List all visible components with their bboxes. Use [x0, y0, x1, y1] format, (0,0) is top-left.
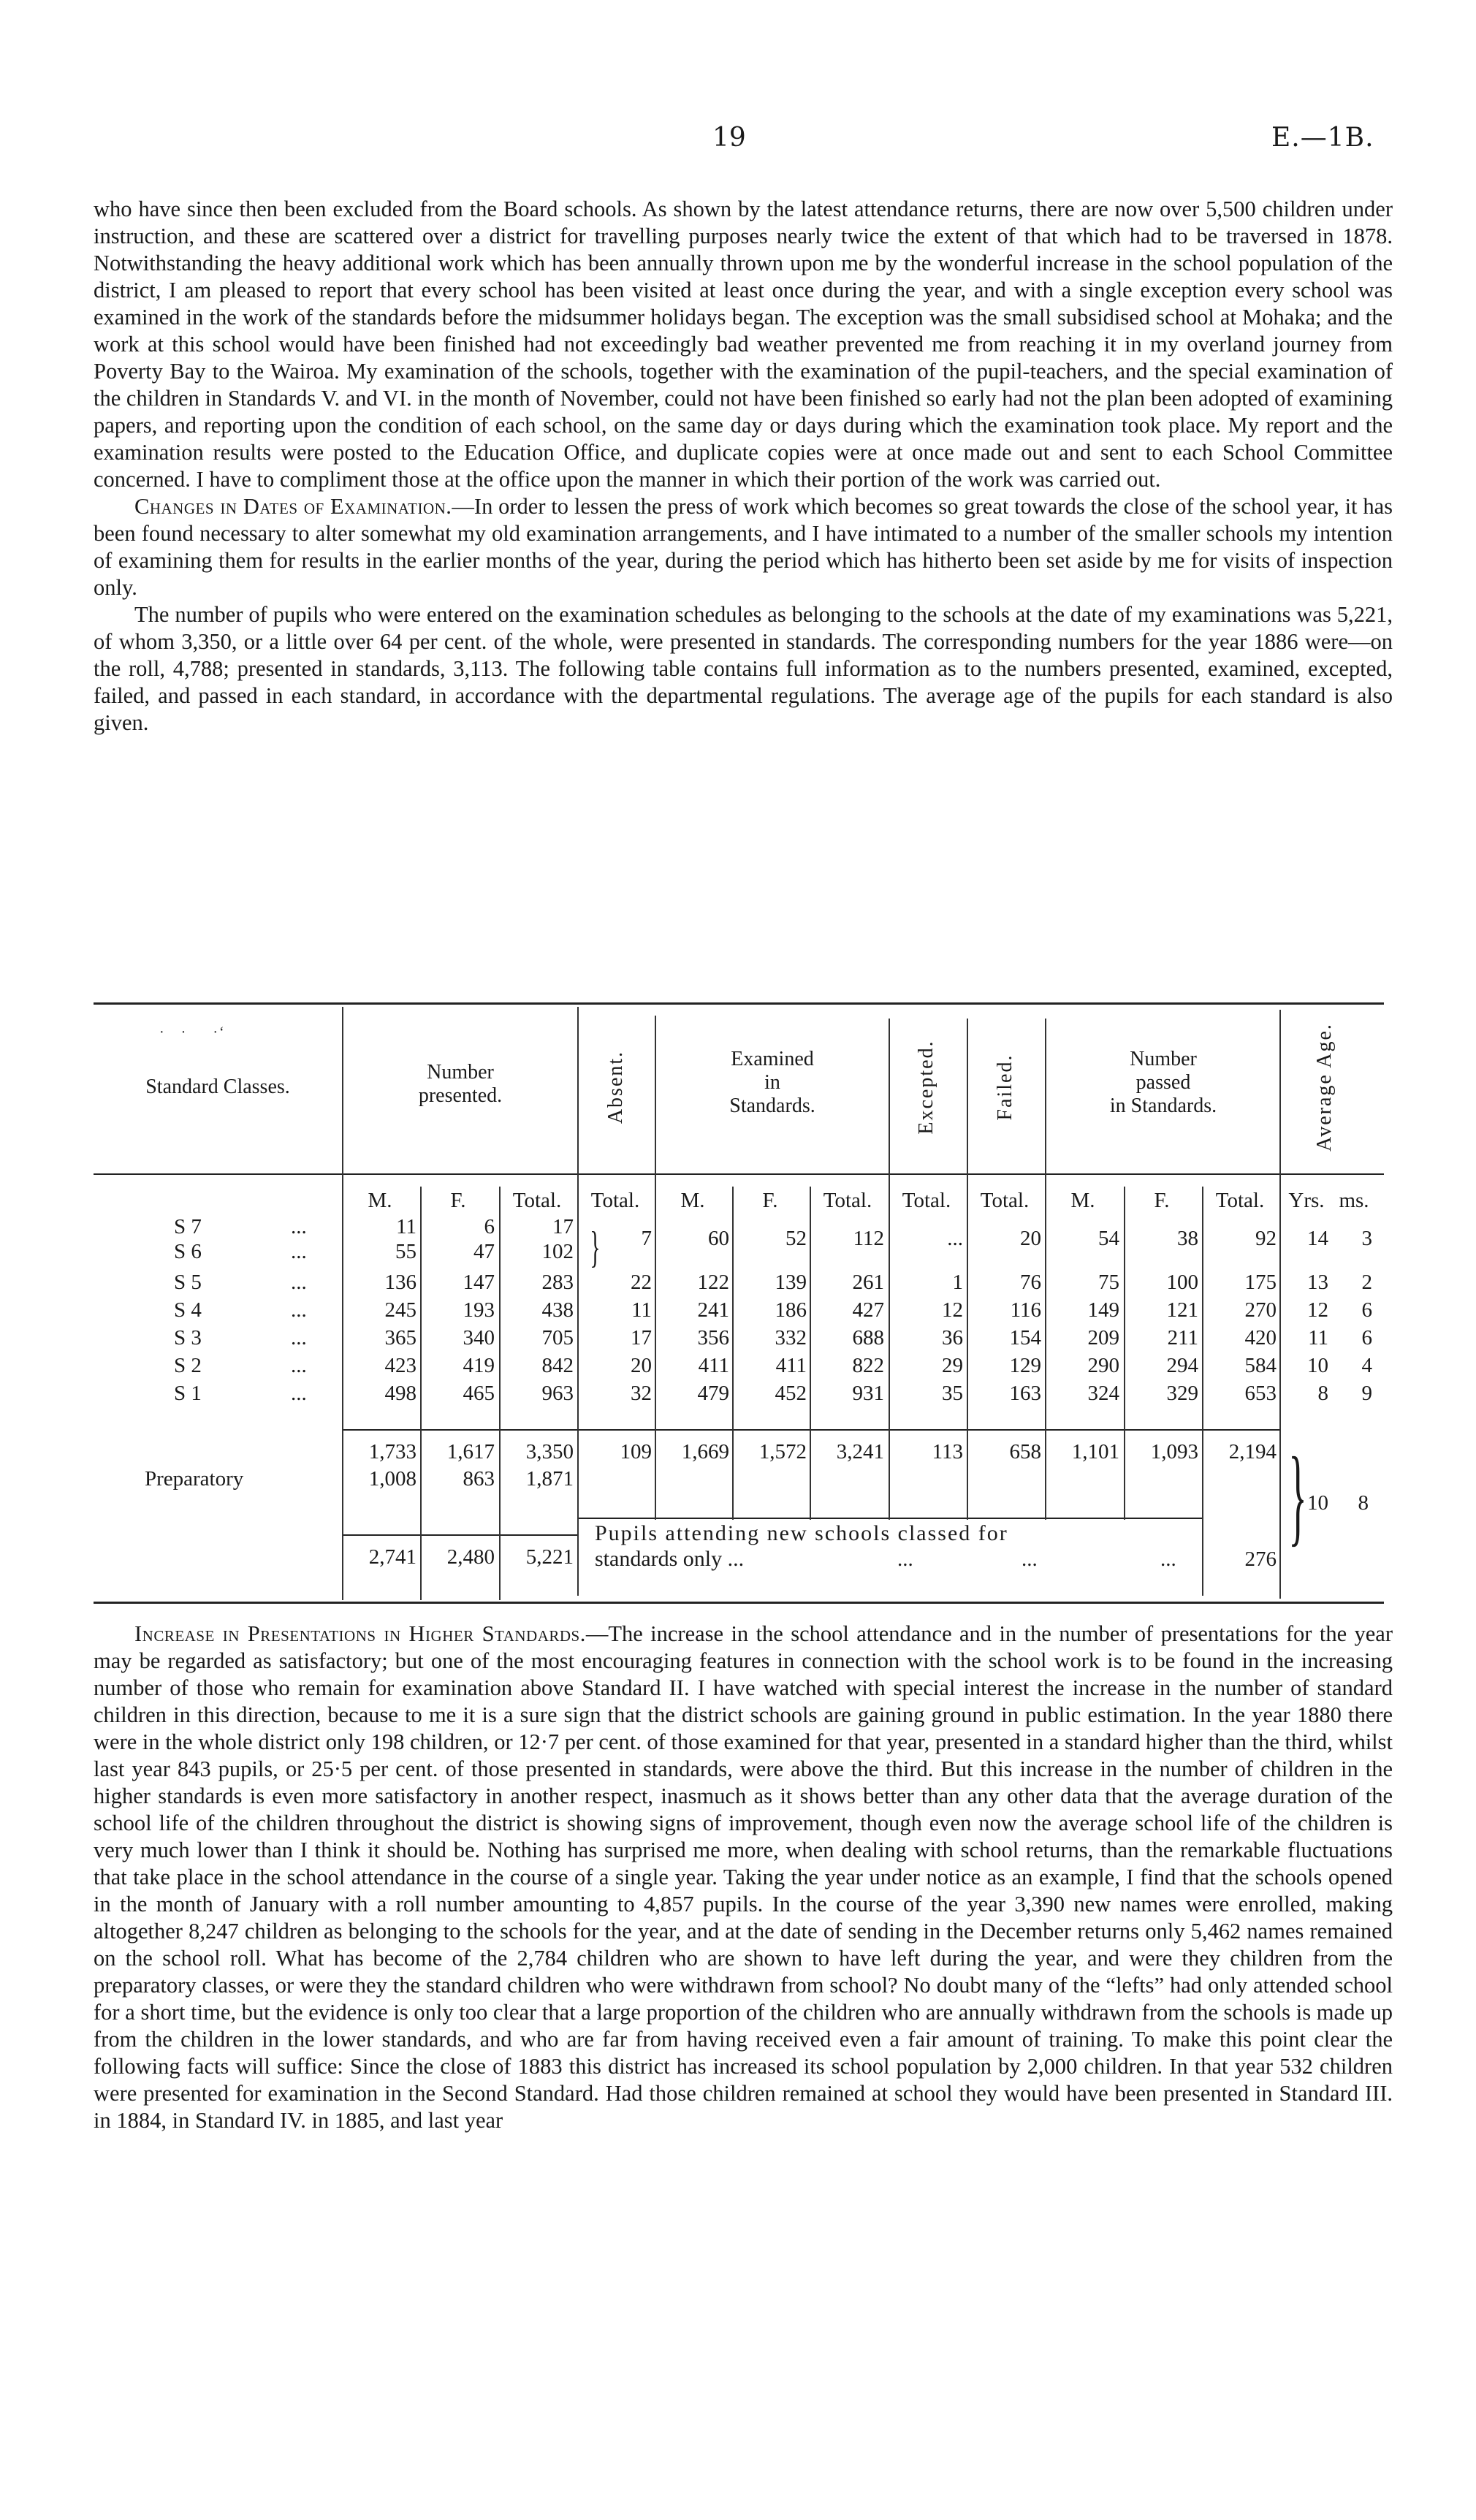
header-average-age: Average Age.	[1313, 1023, 1336, 1151]
overall-age-months: 8	[1358, 1491, 1369, 1515]
cell-ex: 1	[952, 1271, 963, 1294]
combined-s7-s6-ab: 7	[641, 1227, 652, 1250]
cell-ef: 332	[775, 1326, 807, 1350]
subheader-sm: M.	[1070, 1189, 1095, 1212]
cell-et: 822	[852, 1354, 884, 1377]
row-label: S 6	[174, 1240, 202, 1263]
header-line: Standards.	[729, 1095, 815, 1117]
new-schools-note-line2: standards only ...	[595, 1547, 745, 1571]
cell-sm: 149	[1087, 1298, 1119, 1322]
header-line: Number	[427, 1061, 494, 1084]
row-label: S 5	[174, 1271, 202, 1294]
standards-total-ex: 113	[932, 1440, 963, 1463]
cell-st: 420	[1244, 1326, 1277, 1350]
cell-em: 356	[697, 1326, 729, 1350]
paragraph-changes-in-dates	[94, 493, 1393, 601]
cell-fa: 76	[1020, 1271, 1041, 1294]
row-leader-dots: ...	[291, 1382, 307, 1405]
cell-sf: 121	[1166, 1298, 1198, 1322]
header-line: in Standards.	[1109, 1095, 1217, 1117]
cell-pm: 55	[395, 1240, 416, 1263]
cell-yrs: 12	[1307, 1298, 1328, 1322]
cell-sf: 211	[1167, 1326, 1198, 1350]
combined-s7-s6-et: 112	[853, 1227, 884, 1250]
overall-age-years: 10	[1307, 1491, 1328, 1515]
cell-ms: 2	[1361, 1271, 1372, 1294]
cell-pf: 147	[463, 1271, 495, 1294]
cell-fa: 163	[1009, 1382, 1041, 1405]
row-leader-dots: ...	[291, 1326, 307, 1350]
cell-em: 122	[697, 1271, 729, 1294]
cell-ef: 411	[775, 1354, 807, 1377]
table-bottom-rule	[94, 1602, 1384, 1604]
grand-total-f: 2,480	[446, 1545, 495, 1569]
cell-em: 411	[698, 1354, 729, 1377]
row-label: S 4	[174, 1298, 202, 1322]
cell-pf: 47	[473, 1240, 495, 1263]
cell-pt: 283	[541, 1271, 574, 1294]
cell-pm: 423	[384, 1354, 416, 1377]
subheader-ms: ms.	[1339, 1189, 1369, 1212]
combined-s7-s6-fa: 20	[1020, 1227, 1041, 1250]
cell-pm: 11	[396, 1215, 416, 1238]
combined-s7-s6-sm: 54	[1098, 1227, 1119, 1250]
standards-total-ef: 1,572	[758, 1440, 807, 1463]
cell-fa: 116	[1010, 1298, 1041, 1322]
row-label: S 7	[174, 1215, 202, 1238]
subheader-pm: M.	[368, 1189, 392, 1212]
combined-s7-s6-st: 92	[1255, 1227, 1277, 1250]
section-heading-changes: Changes in Dates of Examination.	[134, 494, 452, 519]
header-failed: Failed.	[994, 1054, 1016, 1121]
cell-ex: 36	[942, 1326, 963, 1350]
header-number-passed	[1046, 1048, 1280, 1118]
paragraph-increase-presentations	[94, 1621, 1393, 2134]
subheader-em: M.	[680, 1189, 705, 1212]
cell-sm: 290	[1087, 1354, 1119, 1377]
cell-ab: 17	[631, 1326, 652, 1350]
subheader-st: Total.	[1215, 1189, 1265, 1212]
combined-s7-s6-sf: 38	[1177, 1227, 1198, 1250]
cell-yrs: 10	[1307, 1354, 1328, 1377]
cell-st: 175	[1244, 1271, 1277, 1294]
combined-s7-s6-ms: 3	[1361, 1227, 1372, 1250]
header-absent: Absent.	[604, 1050, 627, 1124]
decorative-dots: · · ·‘	[159, 1024, 226, 1040]
cell-ms: 9	[1361, 1382, 1372, 1405]
cell-pt: 102	[541, 1240, 574, 1263]
subheader-pf: F.	[450, 1189, 466, 1212]
cell-et: 931	[852, 1382, 884, 1405]
cell-pf: 193	[463, 1298, 495, 1322]
header-bottom-rule	[94, 1173, 1384, 1175]
text-block-top	[94, 196, 1393, 736]
cell-ab: 11	[631, 1298, 652, 1322]
cell-em: 241	[697, 1298, 729, 1322]
standards-total-sm: 1,101	[1071, 1440, 1119, 1463]
combined-s7-s6-yrs: 14	[1307, 1227, 1328, 1250]
brace-overall-age: }	[1288, 1435, 1307, 1556]
cell-et: 688	[852, 1326, 884, 1350]
cell-st: 270	[1244, 1298, 1277, 1322]
cell-st: 653	[1244, 1382, 1277, 1405]
combined-s7-s6-em: 60	[708, 1227, 729, 1250]
cell-pt: 963	[541, 1382, 574, 1405]
new-schools-value: 276	[1244, 1548, 1277, 1571]
grand-total-rule	[343, 1534, 577, 1536]
cell-pf: 465	[463, 1382, 495, 1405]
cell-ef: 186	[775, 1298, 807, 1322]
cell-ef: 452	[775, 1382, 807, 1405]
preparatory-label: Preparatory	[145, 1467, 244, 1491]
paragraph-number-of-pupils: The number of pupils who were entered on the examination schedules as belonging to the schools at the date of my examinations was 5,221, of whom 3,350, or a little over 64 per cent. of the whole, were presented in standards. The corresponding numbers for the year 1886 were—on the roll, 4,788; presented in standards, 3,113. The following table contains full information as to the numbers presented, examined, excepted, failed, and passed in each standard, in accordance with the departmental regulations. The average age of the pupils for each standard is also given.	[94, 602, 1393, 735]
preparatory-total: 1,871	[525, 1467, 574, 1491]
cell-sf: 329	[1166, 1382, 1198, 1405]
standards-total-st: 2,194	[1228, 1440, 1277, 1463]
cell-sf: 100	[1166, 1271, 1198, 1294]
row-label: S 1	[174, 1382, 202, 1405]
brace-s7-s6: }	[590, 1223, 601, 1271]
standards-total-em: 1,669	[681, 1440, 729, 1463]
cell-st: 584	[1244, 1354, 1277, 1377]
cell-ab: 20	[631, 1354, 652, 1377]
cell-ms: 6	[1361, 1326, 1372, 1350]
cell-sm: 209	[1087, 1326, 1119, 1350]
cell-et: 427	[852, 1298, 884, 1322]
cell-ab: 22	[631, 1271, 652, 1294]
paragraph-continuation: who have since then been excluded from the Board schools. As shown by the latest attendance returns, there are now over 5,500 children under instruction, and these are scattered over a district for travelling purposes nearly twice the extent of that which had to be traversed in 1878. Notwithstanding the heavy additional work which has been annually thrown upon me by the wonderful increase in the school population of the district, I am pleased to report that every school has been visited at least once during the year, and with a single exception every school was examined in the work of the standards before the midsummer holidays began. The exception was the small subsidised school at Mohaka; and the work at this school would have been finished had not exceedingly bad weather prevented me from reaching it in my overland journey from Poverty Bay to the Wairoa. My examination of the schools, together with the examination of the pupil-teachers, and the special examination of the children in Standards V. and VI. in the month of November, could not have been finished so early had not the plan been adopted of examining papers, and reporting upon the condition of each school, on the same day or days during which the examination took place. My report and the examination results were posted to the Education Office, and duplicate copies were at once made out and sent to each School Committee concerned. I have to compliment those at the office upon the manner in which their portion of the work was carried out.	[94, 197, 1393, 492]
section-body-changes: —In order to lessen the press of work which becomes so great towards the close of the school year, it has been found necessary to alter somewhat my old examination arrangements, and I have intimated to a number of the smaller schools my intention of examining them for results in the earlier months of the year, during the period which has hitherto been set aside by me for visits of inspection only.	[94, 494, 1393, 600]
row-leader-dots: ...	[291, 1271, 307, 1294]
cell-fa: 129	[1009, 1354, 1041, 1377]
cell-ef: 139	[775, 1271, 807, 1294]
standards-total-pt: 3,350	[525, 1440, 574, 1463]
table-top-rule	[94, 1002, 1384, 1005]
cell-pt: 842	[541, 1354, 574, 1377]
cell-pm: 136	[384, 1271, 416, 1294]
page-number: 19	[712, 123, 746, 153]
combined-s7-s6-ef: 52	[785, 1227, 807, 1250]
cell-pm: 365	[384, 1326, 416, 1350]
standards-total-pm: 1,733	[368, 1440, 416, 1463]
subheader-et: Total.	[823, 1189, 872, 1212]
subheader-fa: Total.	[980, 1189, 1030, 1212]
section-heading-increase: Increase in Presentations in Higher Standards.	[134, 1621, 586, 1646]
header-line: in	[764, 1071, 780, 1094]
cell-em: 479	[697, 1382, 729, 1405]
cell-pt: 705	[541, 1326, 574, 1350]
header-line: presented.	[418, 1084, 503, 1107]
preparatory-m: 1,008	[368, 1467, 416, 1491]
cell-pf: 6	[484, 1215, 495, 1238]
cell-pt: 17	[552, 1215, 574, 1238]
note-dots: ...	[1022, 1548, 1038, 1571]
cell-sm: 75	[1098, 1271, 1119, 1294]
header-line: Examined	[731, 1048, 814, 1070]
cell-ab: 32	[631, 1382, 652, 1405]
header-number-presented	[343, 1061, 577, 1108]
standards-total-ab: 109	[620, 1440, 652, 1463]
row-leader-dots: ...	[291, 1215, 307, 1238]
examination-results-table	[94, 1002, 1384, 1604]
subheader-yrs: Yrs.	[1288, 1189, 1325, 1212]
cell-ex: 29	[942, 1354, 963, 1377]
header-examined	[656, 1048, 889, 1118]
row-leader-dots: ...	[291, 1240, 307, 1263]
row-label: S 3	[174, 1326, 202, 1350]
cell-ex: 35	[942, 1382, 963, 1405]
standards-total-sf: 1,093	[1150, 1440, 1198, 1463]
subheader-sf: F.	[1154, 1189, 1170, 1212]
cell-pf: 419	[463, 1354, 495, 1377]
new-schools-note-line1: Pupils attending new schools classed for	[595, 1521, 1008, 1545]
totals-rule	[343, 1429, 1280, 1431]
note-dots: ...	[897, 1548, 913, 1571]
section-body-increase: —The increase in the school attendance and in the number of presentations for the year may be regarded as satisfactory; but one of the most encouraging features in connection with the school work is to be found in the increasing number of those who remain for examination above Standard II. I have watched with special interest the increase in the number of standard children in this direction, because to me it is a sure sign that the district schools are gaining ground in public estimation. In the year 1880 there were in the whole district only 198 children, or 12·7 per cent. of those examined for that year, presented in a standard higher than the third, whilst last year 843 pupils, or 25·5 per cent. of those presented in standards, were above the third. But this increase in the number of children in the higher standards is even more satisfactory in another respect, inasmuch as it shows better than any other data that the average duration of the school life of the children throughout the district is showing signs of improvement, though even now the average school life of the children is very much lower than I think it should be. Nothing has surprised me more, when dealing with school returns, than the remarkable fluctuations that take place in the school attendance in the course of a single year. Taking the year under notice as an example, I find that the schools opened in the month of January with a roll number amounting to 4,857 pupils. In the course of the year 3,390 new names were enrolled, making altogether 8,247 children as belonging to the schools for the year, and at the date of sending in the December returns only 5,462 names remained on the school roll. What has become of the 2,784 children who are shown to have left during the year, and were they children from the preparatory classes, or were they the standard children who were withdrawn from school? No doubt many of the “lefts” had only attended school for a short time, but the evidence is only too clear that a large proportion of the children who are annually withdrawn from the schools is made up from the children in the lower standards, and who are far from having received even a fair amount of training. To make this point clear the following facts will suffice: Since the close of 1883 this district has increased its school population by 2,000 children. In that year 532 children were presented for examination in the Second Standard. Had those children remained at school they would have been presented in Standard III. in 1884, in Standard IV. in 1885, and last year	[94, 1621, 1393, 2133]
preparatory-f: 863	[463, 1467, 495, 1491]
combined-s7-s6-ex: ...	[947, 1227, 963, 1250]
row-leader-dots: ...	[291, 1354, 307, 1377]
subheader-pt: Total.	[512, 1189, 562, 1212]
standards-total-et: 3,241	[836, 1440, 884, 1463]
document-reference: E.—1B.	[1271, 123, 1374, 153]
standards-total-fa: 658	[1009, 1440, 1041, 1463]
cell-sf: 294	[1166, 1354, 1198, 1377]
cell-yrs: 13	[1307, 1271, 1328, 1294]
row-label: S 2	[174, 1354, 202, 1377]
cell-ex: 12	[942, 1298, 963, 1322]
row-leader-dots: ...	[291, 1298, 307, 1322]
note-top-rule	[578, 1518, 1203, 1519]
grand-total-m: 2,741	[368, 1545, 416, 1569]
cell-pf: 340	[463, 1326, 495, 1350]
subheader-ex: Total.	[902, 1189, 951, 1212]
cell-pt: 438	[541, 1298, 574, 1322]
cell-et: 261	[852, 1271, 884, 1294]
text-block-bottom	[94, 1621, 1393, 2134]
subheader-ef: F.	[762, 1189, 778, 1212]
note-dots: ...	[1160, 1548, 1176, 1571]
cell-ms: 4	[1361, 1354, 1372, 1377]
header-excepted: Excepted.	[915, 1040, 937, 1135]
cell-pm: 498	[384, 1382, 416, 1405]
subheader-ab: Total.	[590, 1189, 640, 1212]
cell-sm: 324	[1087, 1382, 1119, 1405]
header-line: Number	[1130, 1048, 1197, 1070]
cell-yrs: 11	[1308, 1326, 1328, 1350]
cell-ms: 6	[1361, 1298, 1372, 1322]
standards-total-pf: 1,617	[446, 1440, 495, 1463]
grand-total-total: 5,221	[525, 1545, 574, 1569]
header-line: passed	[1135, 1071, 1191, 1094]
header-standard-classes: Standard Classes.	[145, 1076, 290, 1098]
cell-pm: 245	[384, 1298, 416, 1322]
cell-fa: 154	[1009, 1326, 1041, 1350]
cell-yrs: 8	[1317, 1382, 1328, 1405]
